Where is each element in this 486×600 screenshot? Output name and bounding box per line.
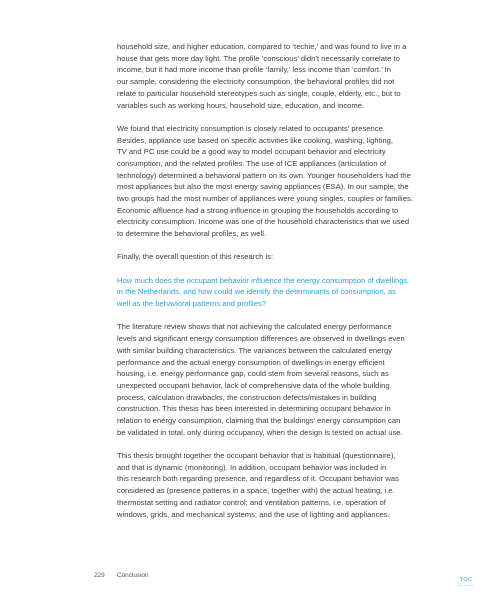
text-line: Economic affluence had a strong influence in grouping the households according to (117, 205, 399, 215)
text-line: TV and PC use could be a good way to model occupant behavior and electricity (117, 147, 386, 157)
text-line: this research both regarding presence, and regardless of it. Occupant behavior was (117, 474, 399, 484)
text-line: electricity consumption. Income was one of the household characteristics that we used (117, 217, 410, 227)
text-line: relation to energy consumption, claiming that the buildings’ energy consumption can (117, 416, 401, 426)
text-line: levels and significant energy consumption differences are observed in dwellings even (117, 334, 405, 344)
research-question-highlight (117, 275, 456, 310)
text-line: Finally, the overall question of this research is: (117, 252, 274, 262)
text-line: construction. This thesis has been interested in determining occupant behavior in (117, 404, 391, 414)
text-line: We found that electricity consumption is closely related to occupants’ presence. (117, 123, 385, 133)
text-line: Besides, appliance use based on specific activities like cooking, washing, lighting, (117, 135, 394, 145)
paragraph-research-question-intro (117, 251, 456, 263)
page-number: 229 (94, 572, 105, 579)
text-line: household size, and higher education, compared to ‘techie,’ and was found to live in a (117, 42, 407, 51)
text-line: to determine the behavioral profiles, as well. (117, 229, 267, 239)
page-footer (0, 572, 486, 582)
toc-underline (459, 585, 473, 586)
text-line: performance and the actual energy consumption of dwellings in energy efficient (117, 357, 385, 367)
section-title: Conclusion (117, 572, 149, 579)
text-line: variables such as working hours, household size, education, and income. (117, 100, 365, 110)
text-line: be validated in total, only during occupancy, when the design is tested on actual use. (117, 427, 403, 437)
text-line: considered as (presence patterns in a space, together with) the actual heating, i.e. (117, 486, 395, 496)
text-line: technology) determined a behavioral pattern on its own. Younger householders had the (117, 170, 411, 180)
text-line: This thesis brought together the occupant behavior that is habitual (questionnaire), (117, 451, 396, 461)
text-line: most appliances but also the most energy saving appliances (ESA). In our sample, the (117, 182, 409, 192)
toc-link[interactable]: TOC (459, 577, 473, 583)
text-line: consumption, and the related profiles. The use of ICE appliances (articulation of (117, 158, 387, 168)
text-line: process, calculation drawbacks, the construction defects/mistakes in building (117, 392, 377, 402)
text-line: in the Netherlands, and how could we identify the determinants of consumption, as (117, 287, 396, 297)
paragraph-electricity-consumption (117, 123, 456, 240)
text-line: housing, i.e. energy performance gap, could stem from several reasons, such as (117, 369, 389, 379)
page-content (117, 41, 456, 520)
text-line: thermostat setting and radiator control; and ventilation patterns, i.e. operation of (117, 497, 386, 507)
text-line: and that is dynamic (monitoring). In addition, occupant behavior was included in (117, 462, 387, 472)
paragraph-household-profiles (117, 41, 456, 111)
paragraph-literature-review (117, 321, 456, 438)
text-line: relate to particular household stereotypes such as single, couple, elderly, etc., but to (117, 88, 401, 98)
text-line: income, but it had more income than profile ‘family,’ less income than ‘comfort.’ In (117, 65, 392, 75)
text-line: unexpected occupant behavior, lack of comprehensive data of the whole building (117, 380, 390, 390)
text-line: How much does the occupant behavior influence the energy consumption of dwellings (117, 275, 408, 285)
text-line: two groups had the most number of appliances were young singles, couples or families. (117, 194, 413, 204)
text-line: our sample, considering the electricity consumption, the behavioral profiles did not (117, 77, 395, 87)
text-line: with similar building characteristics. The variances between the calculated energy (117, 345, 393, 355)
text-line: house that gets more day light. The profile ‘conscious’ didn’t necessarily correlate to (117, 53, 400, 63)
paragraph-thesis-summary (117, 450, 456, 520)
text-line: well as the behavioral patterns and profiles? (117, 299, 267, 309)
text-line: The literature review shows that not achieving the calculated energy performance (117, 322, 392, 332)
text-line: windows, grids, and mechanical systems; and the use of lighting and appliances. (117, 509, 390, 519)
